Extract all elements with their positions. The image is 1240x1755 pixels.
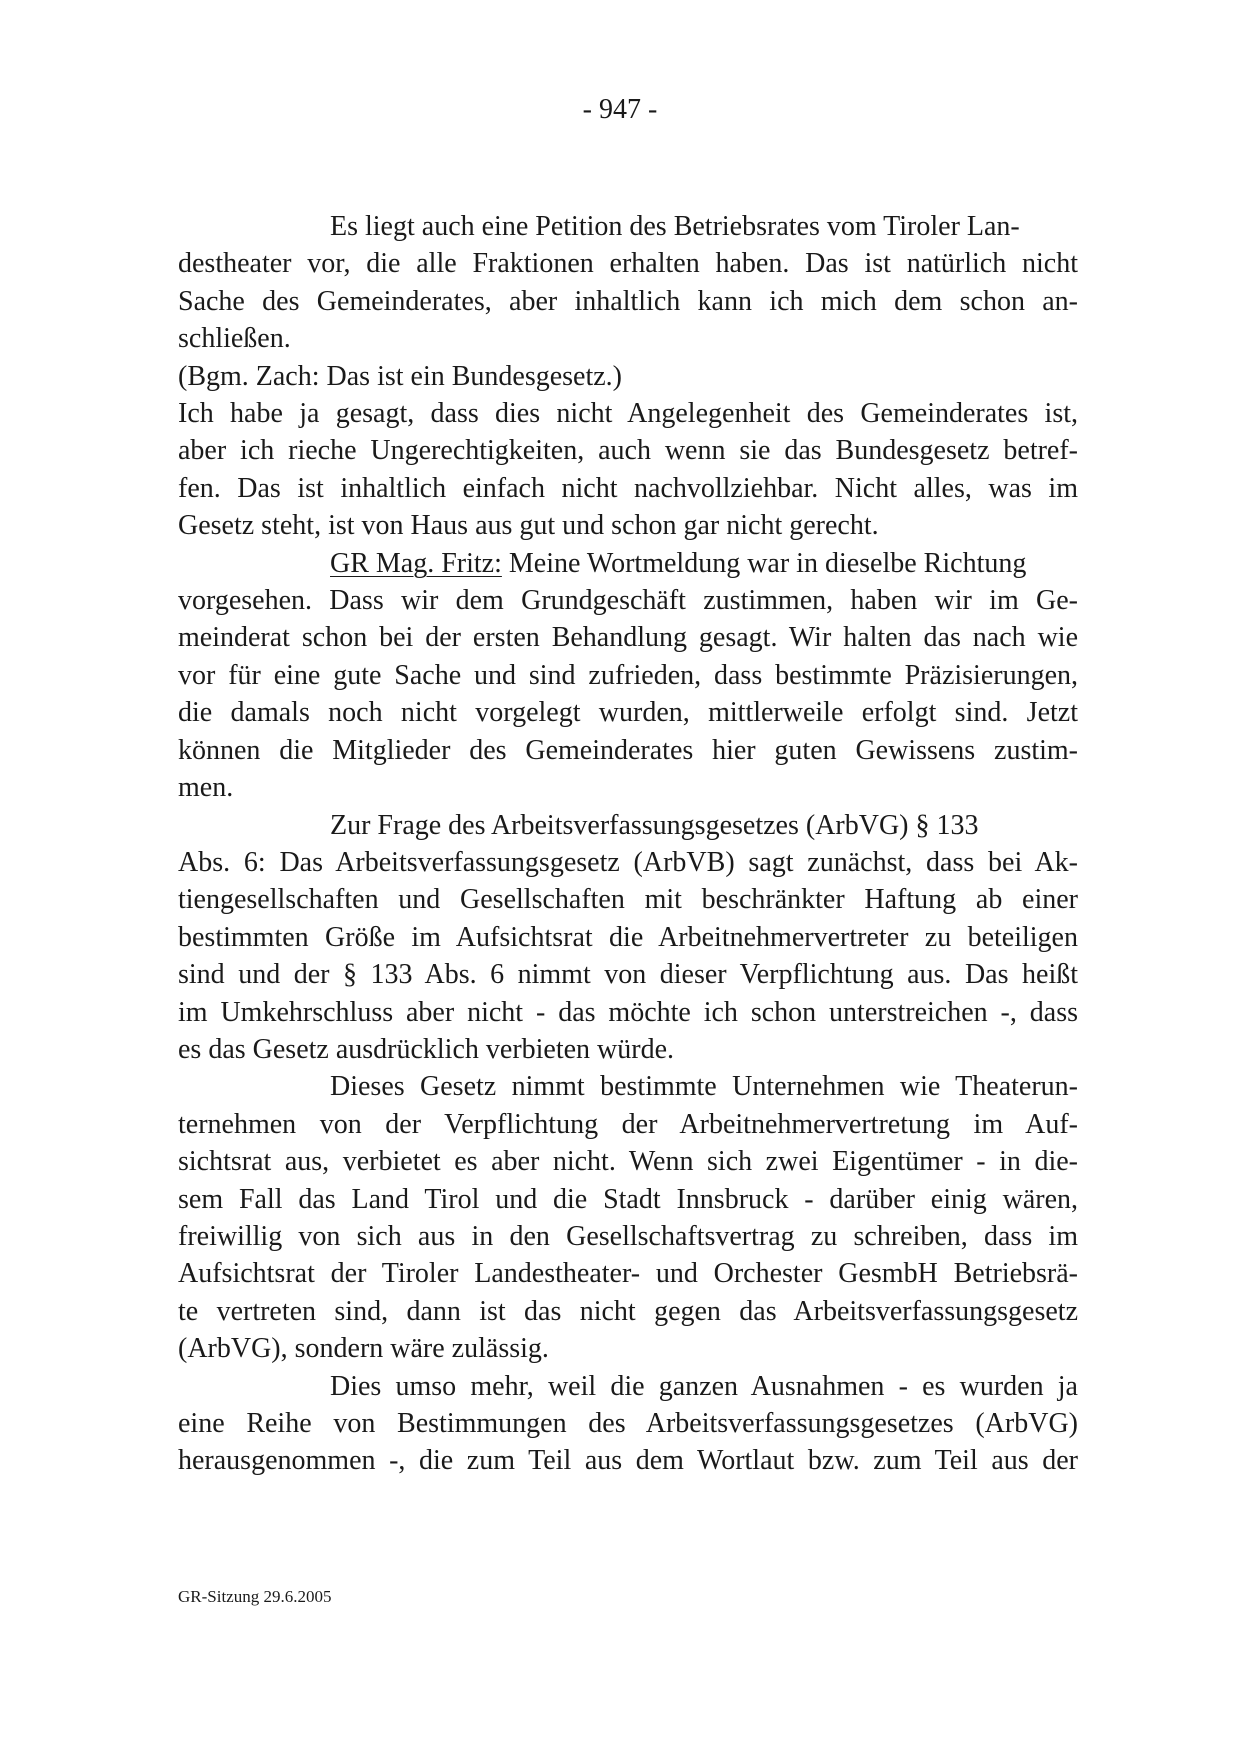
text-line: die damals noch nicht vorgelegt wurden, mittlerweile erfolgt sind. Jetzt — [178, 697, 1078, 729]
text-line: Sache des Gemeinderates, aber inhaltlich kann ich mich dem schon an- — [178, 285, 1078, 317]
text-line: können die Mitglieder des Gemeinderates hier guten Gewissens zustim- — [178, 734, 1078, 766]
text-line: men. — [178, 772, 234, 804]
text-line: vor für eine gute Sache und sind zufrieden, dass bestimmte Präzisierungen, — [178, 659, 1078, 691]
footer-session-date: GR-Sitzung 29.6.2005 — [178, 1587, 332, 1606]
text-line: meinderat schon bei der ersten Behandlung gesagt. Wir halten das nach wie — [178, 622, 1078, 654]
text-line: Abs. 6: Das Arbeitsverfassungsgesetz (ArbVB) sagt zunächst, dass bei Ak- — [178, 846, 1078, 878]
text-line: aber ich rieche Ungerechtigkeiten, auch wenn sie das Bundesgesetz betref- — [178, 435, 1078, 467]
text-line: es das Gesetz ausdrücklich verbieten würde. — [178, 1033, 675, 1065]
interjection-line: (Bgm. Zach: Das ist ein Bundesgesetz.) — [178, 360, 623, 392]
text-line: schließen. — [178, 323, 291, 355]
text-line: tiengesellschaften und Gesellschaften mit beschränkter Haftung ab einer — [178, 884, 1078, 916]
speaker-text: Meine Wortmeldung war in dieselbe Richtung — [508, 547, 1027, 579]
document-body — [178, 208, 1078, 1480]
text-line: Dieses Gesetz nimmt bestimmte Unternehmen wie Theaterun- — [330, 1071, 1078, 1103]
text-line: Ich habe ja gesagt, dass dies nicht Angelegenheit des Gemeinderates ist, — [178, 398, 1078, 430]
text-line: sem Fall das Land Tirol und die Stadt Innsbruck - darüber einig wären, — [178, 1183, 1078, 1215]
text-line: Es liegt auch eine Petition des Betriebsrates vom Tiroler Lan- — [330, 211, 1020, 242]
page-number: - 947 - — [582, 94, 658, 125]
text-line: eine Reihe von Bestimmungen des Arbeitsverfassungsgesetzes (ArbVG) — [178, 1408, 1078, 1439]
speaker-name: GR Mag. Fritz: — [330, 547, 502, 579]
text-line: Aufsichtsrat der Tiroler Landestheater- und Orchester GesmbH Betriebsrä- — [178, 1258, 1078, 1290]
text-line: te vertreten sind, dann ist das nicht gegen das Arbeitsverfassungsgesetz — [178, 1295, 1078, 1327]
speaker-line — [178, 545, 1078, 582]
text-line: im Umkehrschluss aber nicht - das möchte ich schon unterstreichen -, dass — [178, 996, 1078, 1028]
text-line: vorgesehen. Dass wir dem Grundgeschäft zustimmen, haben wir im Ge- — [178, 585, 1078, 617]
text-line: ternehmen von der Verpflichtung der Arbeitnehmervertretung im Auf- — [178, 1108, 1078, 1140]
text-line: Zur Frage des Arbeitsverfassungsgesetzes (ArbVG) § 133 — [330, 809, 979, 841]
text-line: bestimmten Größe im Aufsichtsrat die Arbeitnehmervertreter zu beteiligen — [178, 921, 1078, 953]
text-line: Dies umso mehr, weil die ganzen Ausnahmen - es wurden ja — [330, 1370, 1078, 1402]
text-line: freiwillig von sich aus in den Gesellschaftsvertrag zu schreiben, dass im — [178, 1220, 1078, 1252]
text-line: sichtsrat aus, verbietet es aber nicht. Wenn sich zwei Eigentümer - in die- — [178, 1146, 1078, 1178]
text-line: (ArbVG), sondern wäre zulässig. — [178, 1333, 549, 1365]
text-line: Gesetz steht, ist von Haus aus gut und schon gar nicht gerecht. — [178, 510, 879, 542]
text-line: fen. Das ist inhaltlich einfach nicht nachvollziehbar. Nicht alles, was im — [178, 472, 1078, 504]
text-line: destheater vor, die alle Fraktionen erhalten haben. Das ist natürlich nicht — [178, 248, 1078, 280]
text-line: herausgenommen -, die zum Teil aus dem Wortlaut bzw. zum Teil aus der — [178, 1445, 1078, 1477]
text-line: sind und der § 133 Abs. 6 nimmt von dieser Verpflichtung aus. Das heißt — [178, 959, 1078, 991]
